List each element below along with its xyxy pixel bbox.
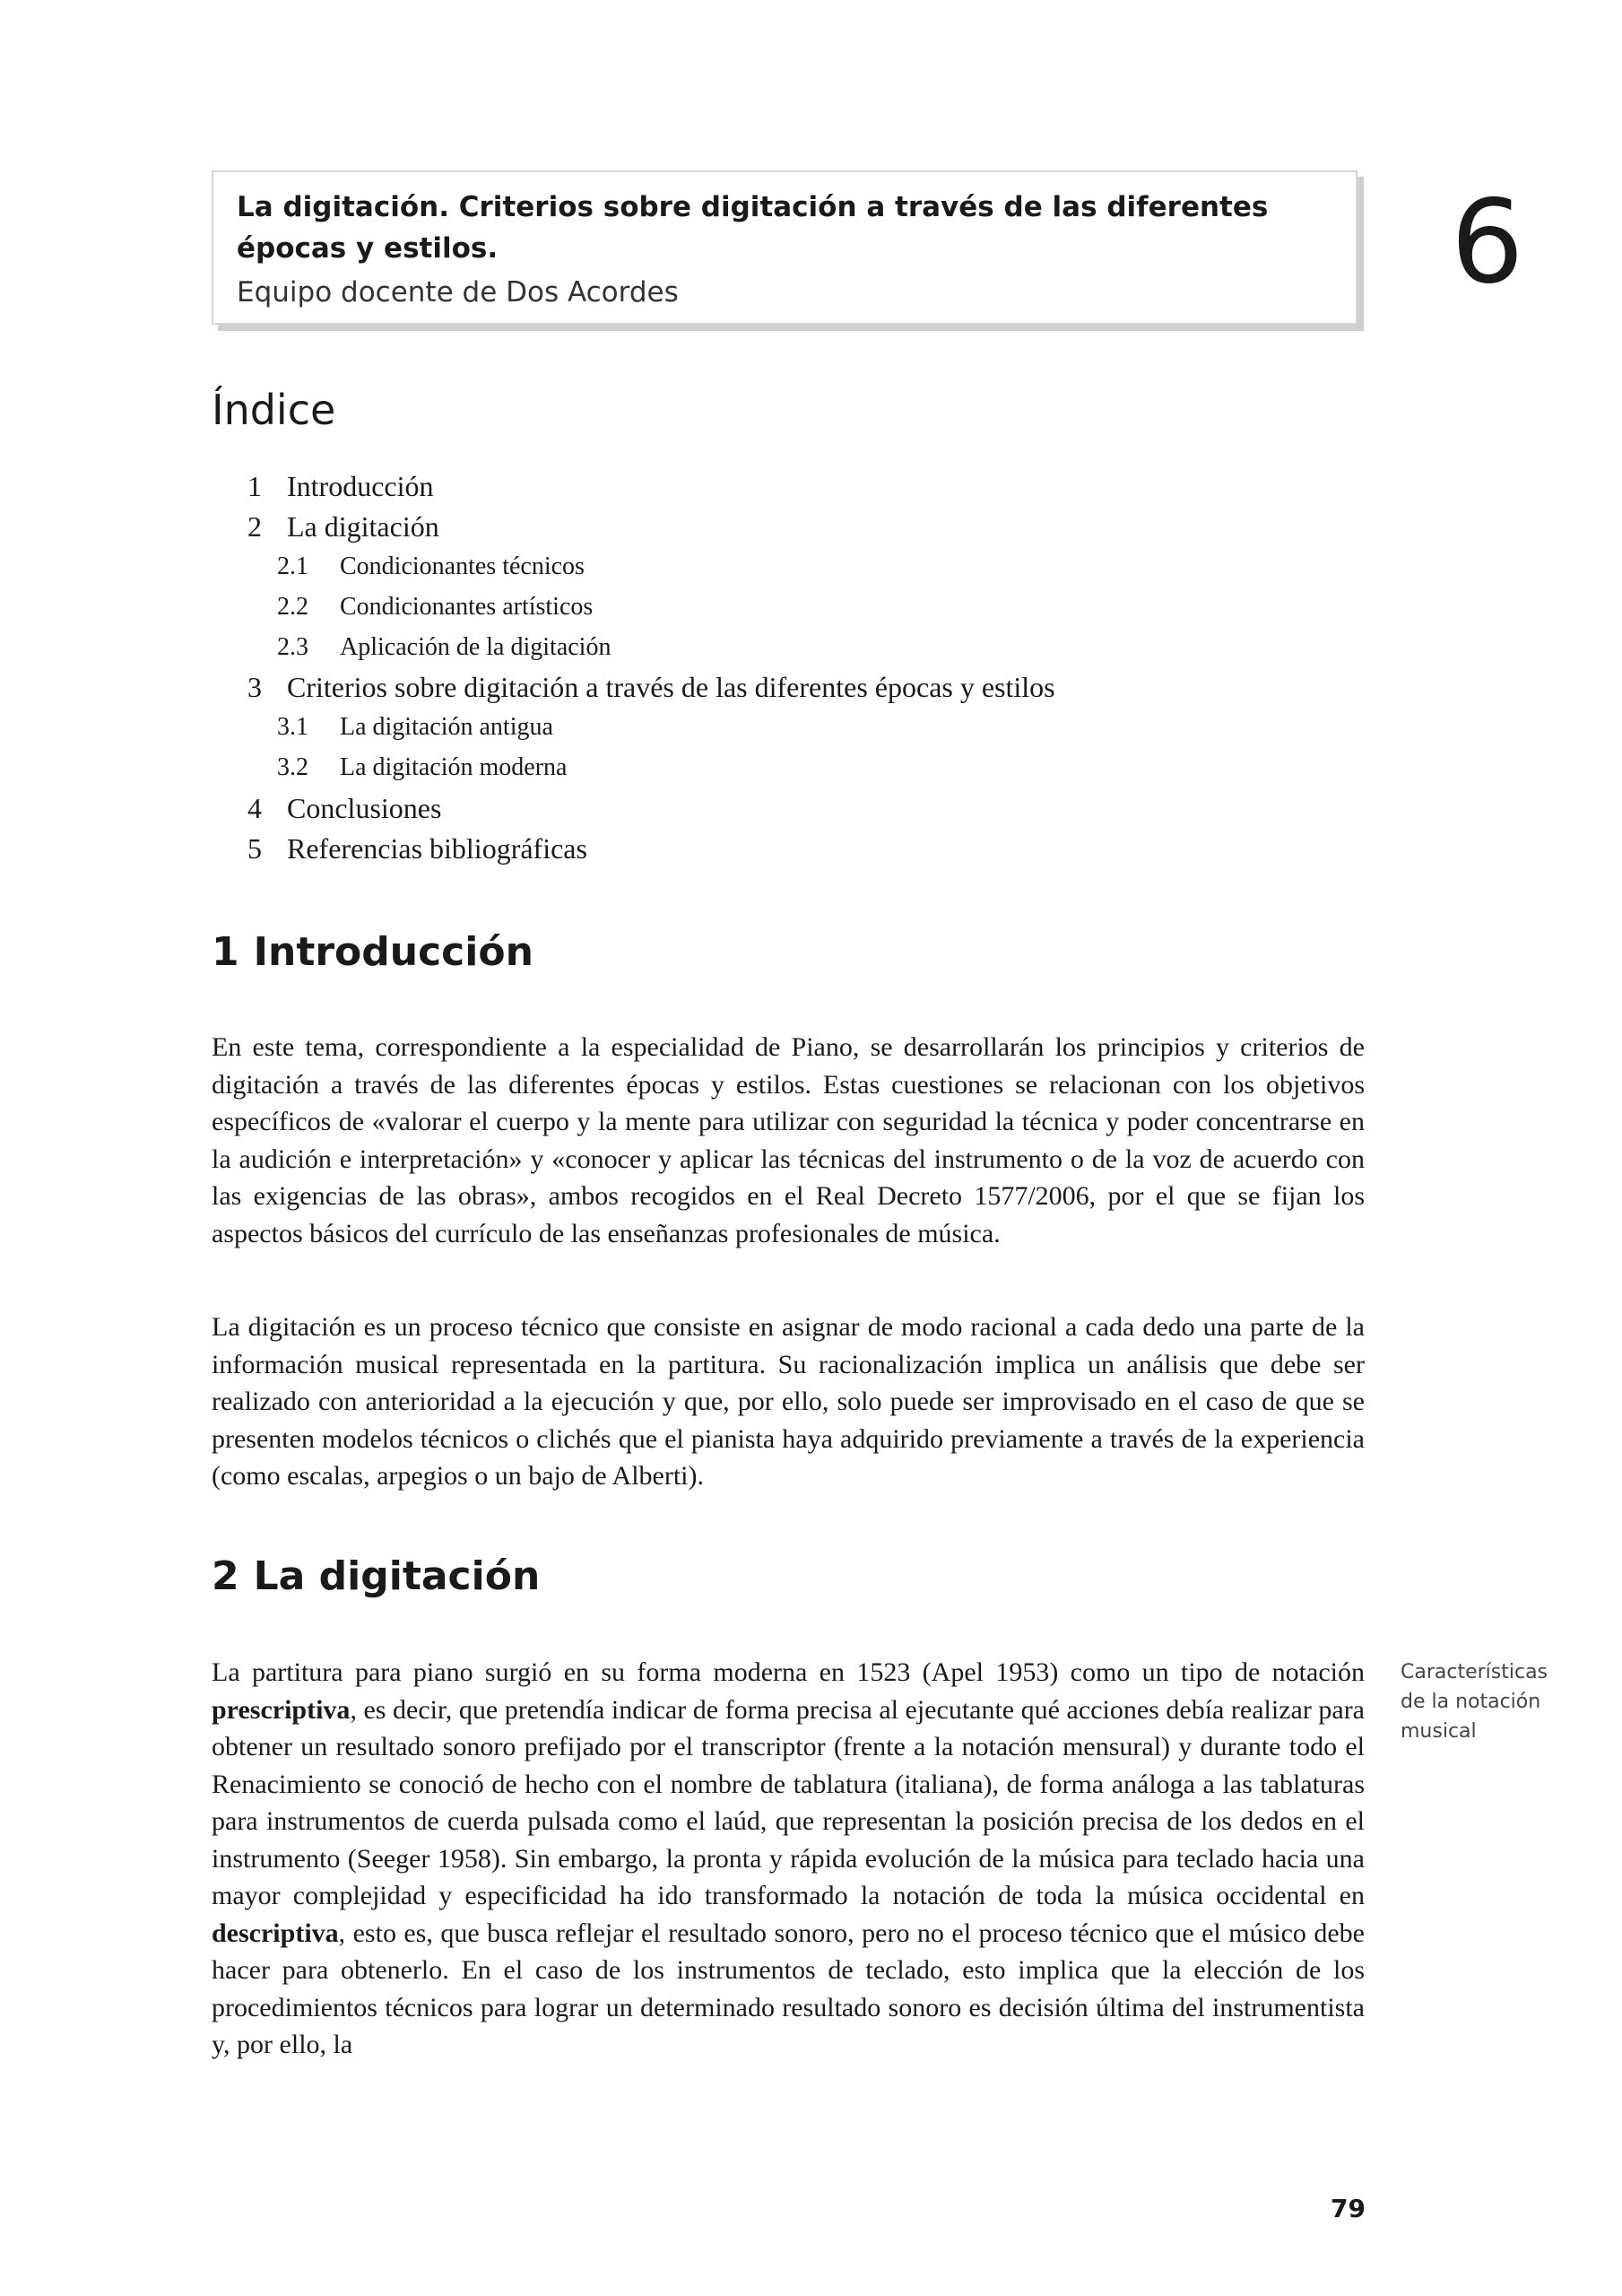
toc-item-number: 3.2 bbox=[277, 753, 308, 782]
toc-item-label: La digitación bbox=[287, 510, 439, 543]
body-paragraph: La digitación es un proceso técnico que consiste en asignar de modo racional a cada dedo una parte de la información musical representada en la partitura. Su racionalización implica un análisis que debe ser realizado con anterioridad a la ejecución y que, por ello, solo puede ser improvisado en el caso de que se presenten modelos técnicos o clichés que el pianista haya adquirido previamente a través de la experiencia (como escalas, arpegios o un bajo de Alberti). bbox=[212, 1312, 1365, 1491]
toc-item-label: Referencias bibliográficas bbox=[287, 831, 587, 865]
toc-subitem[interactable] bbox=[247, 587, 1323, 628]
section-heading-introduccion bbox=[212, 929, 533, 975]
text-run: , es decir, que pretendía indicar de forma precisa al ejecutante qué acciones debía realizar para obtener un resultado sonoro prefijado por el transcriptor (frente a la notación mensural) y durante todo el Renacimiento se conoció de hecho con el nombre de tablatura (italiana), de forma análoga a las tablaturas para instrumentos de cuerda pulsada como el laúd, que representan la posición precisa de los dedos en el instrumento (Seeger 1958). Sin embargo, la pronta y rápida evolución de la música para teclado hacia una mayor complejidad y especificidad ha ido transformado la notación de toda la música occidental en bbox=[212, 1694, 1365, 1910]
margin-note: Características de la notación musical bbox=[1401, 1661, 1548, 1743]
text-run: , esto es, que busca reflejar el resultado sonoro, pero no el proceso técnico que el músico debe hacer para obtenerlo. En el caso de los instrumentos de teclado, esto implica que la elección de los procedimientos técnicos para lograr un determinado resultado sonoro es decisión última del instrumentista y, por ello, la bbox=[212, 1918, 1365, 2059]
chapter-author: Equipo docente de Dos Acordes bbox=[237, 276, 679, 309]
chapter-number: 6 bbox=[1451, 176, 1524, 309]
toc-item[interactable] bbox=[247, 667, 1323, 708]
toc-item-number: 5 bbox=[247, 831, 262, 865]
toc-item-number: 2 bbox=[247, 510, 262, 543]
toc-item-number: 1 bbox=[247, 470, 262, 502]
toc-item[interactable] bbox=[247, 466, 1323, 507]
toc-subitem[interactable] bbox=[247, 708, 1323, 748]
index-heading: Índice bbox=[212, 386, 336, 434]
section-title: La digitación bbox=[253, 1553, 541, 1599]
toc-item-label: Condicionantes artísticos bbox=[340, 592, 594, 621]
bold-term: prescriptiva bbox=[212, 1694, 351, 1725]
toc-item-number: 4 bbox=[247, 791, 262, 824]
toc-item[interactable] bbox=[247, 507, 1323, 547]
toc-item[interactable] bbox=[247, 788, 1323, 829]
page-number: 79 bbox=[1331, 2194, 1366, 2223]
chapter-title: La digitación. Criterios sobre digitación a través de las diferentes épocas y estilos. bbox=[237, 191, 1269, 265]
toc-item-label: La digitación antigua bbox=[340, 713, 553, 742]
toc-item[interactable] bbox=[247, 829, 1323, 869]
toc-item-label: Criterios sobre digitación a través de las diferentes épocas y estilos bbox=[287, 671, 1055, 704]
section-number: 1 bbox=[212, 929, 239, 975]
section-number: 2 bbox=[212, 1553, 239, 1599]
toc-item-label: Introducción bbox=[287, 470, 434, 502]
toc-item-number: 2.1 bbox=[277, 552, 308, 580]
toc-item-number: 2.3 bbox=[277, 632, 308, 661]
text-run: La partitura para piano surgió en su forma moderna en 1523 (Apel 1953) como un tipo de notación bbox=[212, 1657, 1365, 1687]
toc-item-number: 3.1 bbox=[277, 713, 308, 742]
toc-item-number: 3 bbox=[247, 671, 262, 704]
section-heading-digitacion bbox=[212, 1553, 540, 1599]
toc-item-label: La digitación moderna bbox=[340, 753, 568, 782]
chapter-header-box bbox=[212, 170, 1357, 325]
toc-item-label: Aplicación de la digitación bbox=[340, 632, 612, 661]
toc-subitem[interactable] bbox=[247, 628, 1323, 668]
table-of-contents bbox=[247, 466, 1323, 869]
toc-subitem[interactable] bbox=[247, 748, 1323, 788]
toc-subitem[interactable] bbox=[247, 547, 1323, 587]
body-paragraph bbox=[212, 1654, 1365, 2064]
toc-item-label: Conclusiones bbox=[287, 791, 442, 824]
section-title: Introducción bbox=[253, 929, 533, 975]
bold-term: descriptiva bbox=[212, 1918, 339, 1948]
toc-item-label: Condicionantes técnicos bbox=[340, 552, 585, 580]
body-paragraph: En este tema, correspondiente a la especialidad de Piano, se desarrollarán los principios y criterios de digitación a través de las diferentes épocas y estilos. Estas cuestiones se relacionan con los objetivos específicos de «valorar el cuerpo y la mente para utilizar con seguridad la técnica y poder concentrarse en la audición e interpretación» y «conocer y aplicar las técnicas del instrumento o de la voz de acuerdo con las exigencias de las obras», ambos recogidos en el Real Decreto 1577/2006, por el que se fijan los aspectos básicos del currículo de las enseñanzas profesionales de música. bbox=[212, 1032, 1365, 1248]
toc-item-number: 2.2 bbox=[277, 592, 308, 621]
